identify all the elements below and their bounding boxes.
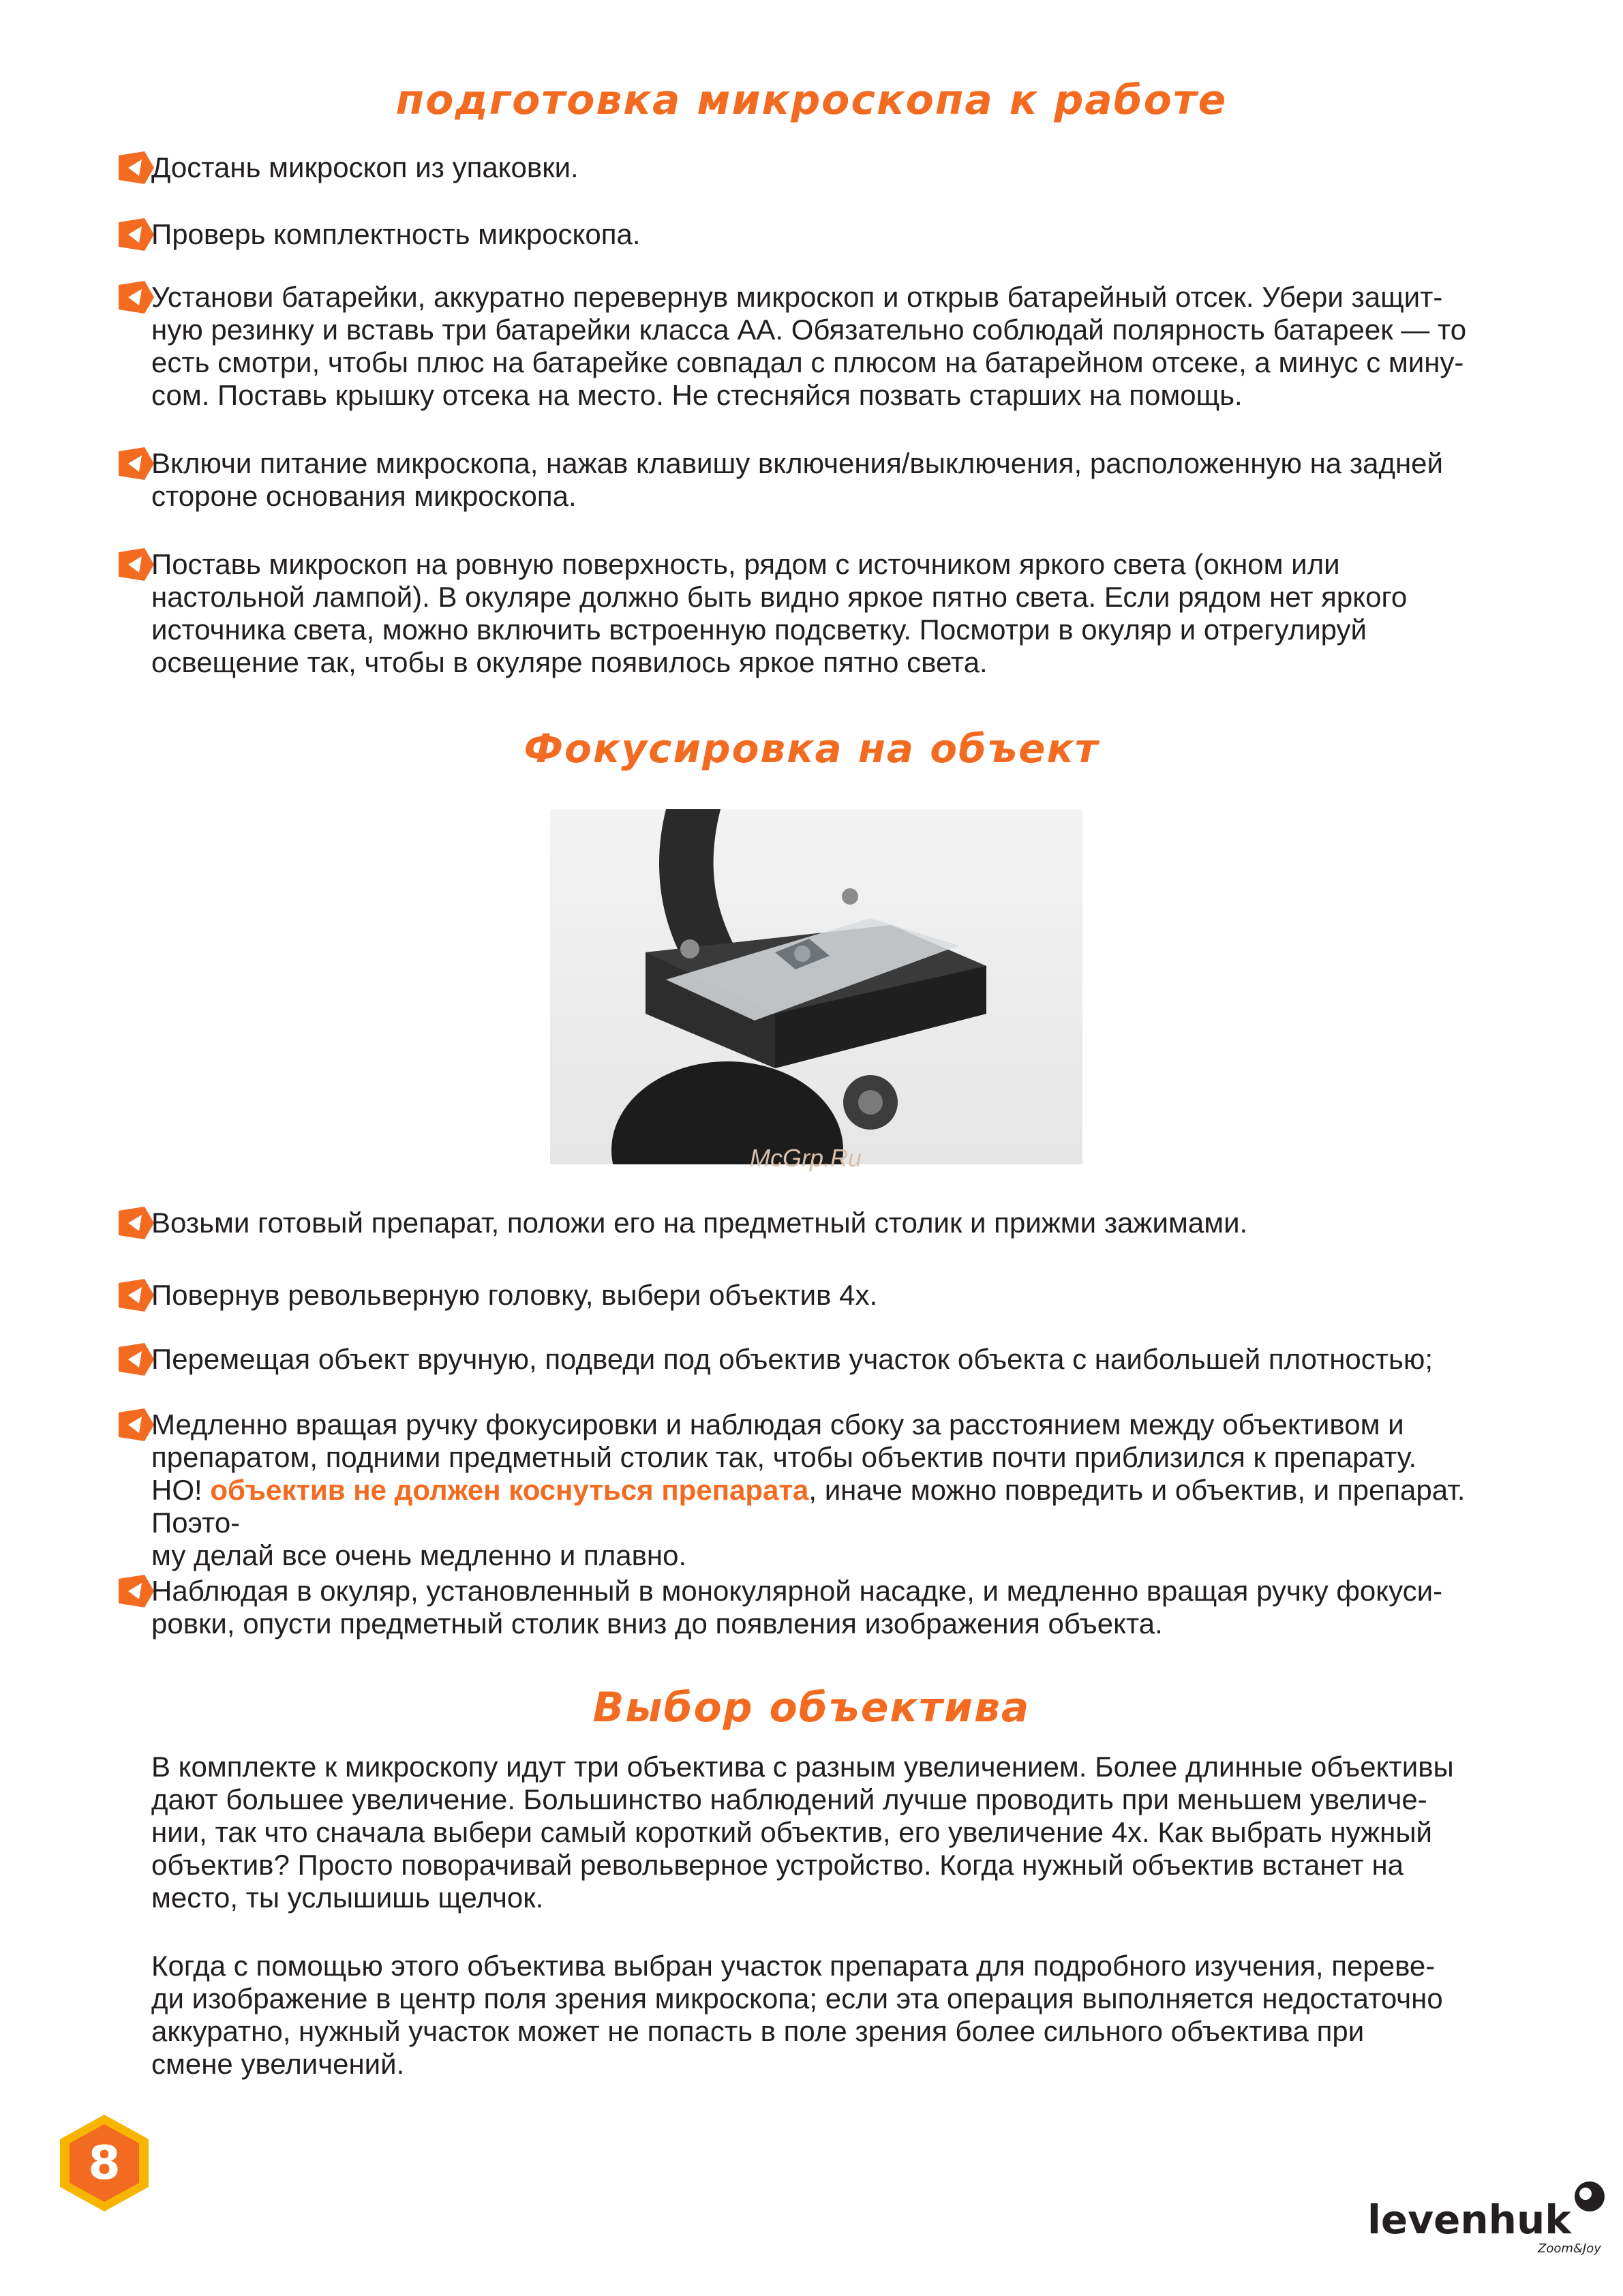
microscope-stage-photo: [550, 809, 1082, 1164]
bullet-icon: [115, 1276, 157, 1314]
prep-step: Установи батарейки, аккуратно перевернув микроскоп и открыв батарейный отсек. Убери защит- ную резинку и вставь три батарейки класса АА. Обязательно соблюдай полярность батареек — то есть смотри, чтобы плюс на батарейке совпадал с плюсом на батарейном отсеке, а минус с мину- сом. Поставь крышку отсека на место. Не стесняйся позвать старших на помощь.: [151, 281, 1467, 411]
section-title-focusing: Фокусировка на объект: [524, 725, 1099, 772]
prep-step: Включи питание микроскопа, нажав клавишу включения/выключения, расположенную на задней стороне основания микроскопа.: [151, 447, 1443, 512]
brand-tagline: Zoom&Joy: [1538, 2241, 1601, 2256]
bullet-icon: [115, 444, 157, 483]
focus-step: Наблюдая в окуляр, установленный в монокулярной насадке, и медленно вращая ручку фокуси- ровки, опусти предметный столик вниз до появления изображения объекта.: [151, 1575, 1443, 1640]
bullet-icon: [115, 1406, 157, 1444]
bullet-icon: [115, 1572, 157, 1610]
focus-step: Перемещая объект вручную, подведи под объектив участок объекта с наибольшей плотностью;: [151, 1343, 1434, 1375]
focus-step: Повернув револьверную головку, выбери объектив 4х.: [151, 1279, 878, 1311]
objective-paragraph: В комплекте к микроскопу идут три объектива с разным увеличением. Более длинные объективы дают большее увеличение. Большинство наблюдений лучше проводить при меньшем увеличе- нии, так что сначала выбери самый короткий объектив, его увеличение 4х. Как выбрать нужный объектив? Просто поворачивай револьверное устройство. Когда нужный объектив встанет на место, ты услышишь щелчок.: [151, 1751, 1454, 1914]
bullet-icon: [115, 545, 157, 584]
levenhuk-logo: [1361, 2179, 1606, 2261]
bullet-icon: [115, 149, 157, 187]
focus-step-warning: [151, 1408, 1542, 1572]
bullet-icon: [115, 215, 157, 254]
bullet-icon: [115, 278, 157, 316]
warning-text: объектив не должен коснуться препарата: [210, 1474, 809, 1506]
prep-step: Достань микроскоп из упаковки.: [151, 151, 579, 183]
page-number: 8: [88, 2136, 121, 2190]
bullet-icon: [115, 1204, 157, 1242]
focus-step-text-before: Медленно вращая ручку фокусировки и наблюдая сбоку за расстоянием между объективом и препаратом, подними предметный столик так, чтобы объектив почти приблизился к препарату. НО!: [151, 1408, 1417, 1506]
focus-step: Возьми готовый препарат, положи его на предметный столик и прижми зажимами.: [151, 1207, 1248, 1239]
section-title-preparation: подготовка микроскопа к работе: [395, 76, 1228, 124]
watermark: McGrp.Ru: [750, 1144, 862, 1172]
objective-paragraph: Когда с помощью этого объектива выбран участок препарата для подробного изучения, переве- ди изображение в центр поля зрения микроскопа; если эта операция выполняется недостаточно аккуратно, нужный участок может не попасть в поле зрения более сильного объектива при смене увеличений.: [151, 1950, 1443, 2080]
prep-step: Поставь микроскоп на ровную поверхность, рядом с источником яркого света (окном или настольной лампой). В окуляре должно быть видно яркое пятно света. Если рядом нет яркого источника света, можно включить встроенную подсветку. Посмотри в окуляр и отрегулируй освещение так, чтобы в окуляре появилось яркое пятно света.: [151, 548, 1408, 678]
focus-step-text-after: , иначе можно повредить и объектив, и препарат. Поэто- му делай все очень медленно и плавно.: [151, 1474, 1466, 1571]
prep-step: Проверь комплектность микроскопа.: [151, 218, 641, 250]
bullet-icon: [115, 1340, 157, 1378]
page-number-badge: [53, 2112, 155, 2214]
section-title-objective: Выбор объектива: [592, 1684, 1031, 1732]
microscope-stage-illustration: [550, 809, 1082, 1164]
brand-name: levenhuk: [1367, 2196, 1571, 2243]
